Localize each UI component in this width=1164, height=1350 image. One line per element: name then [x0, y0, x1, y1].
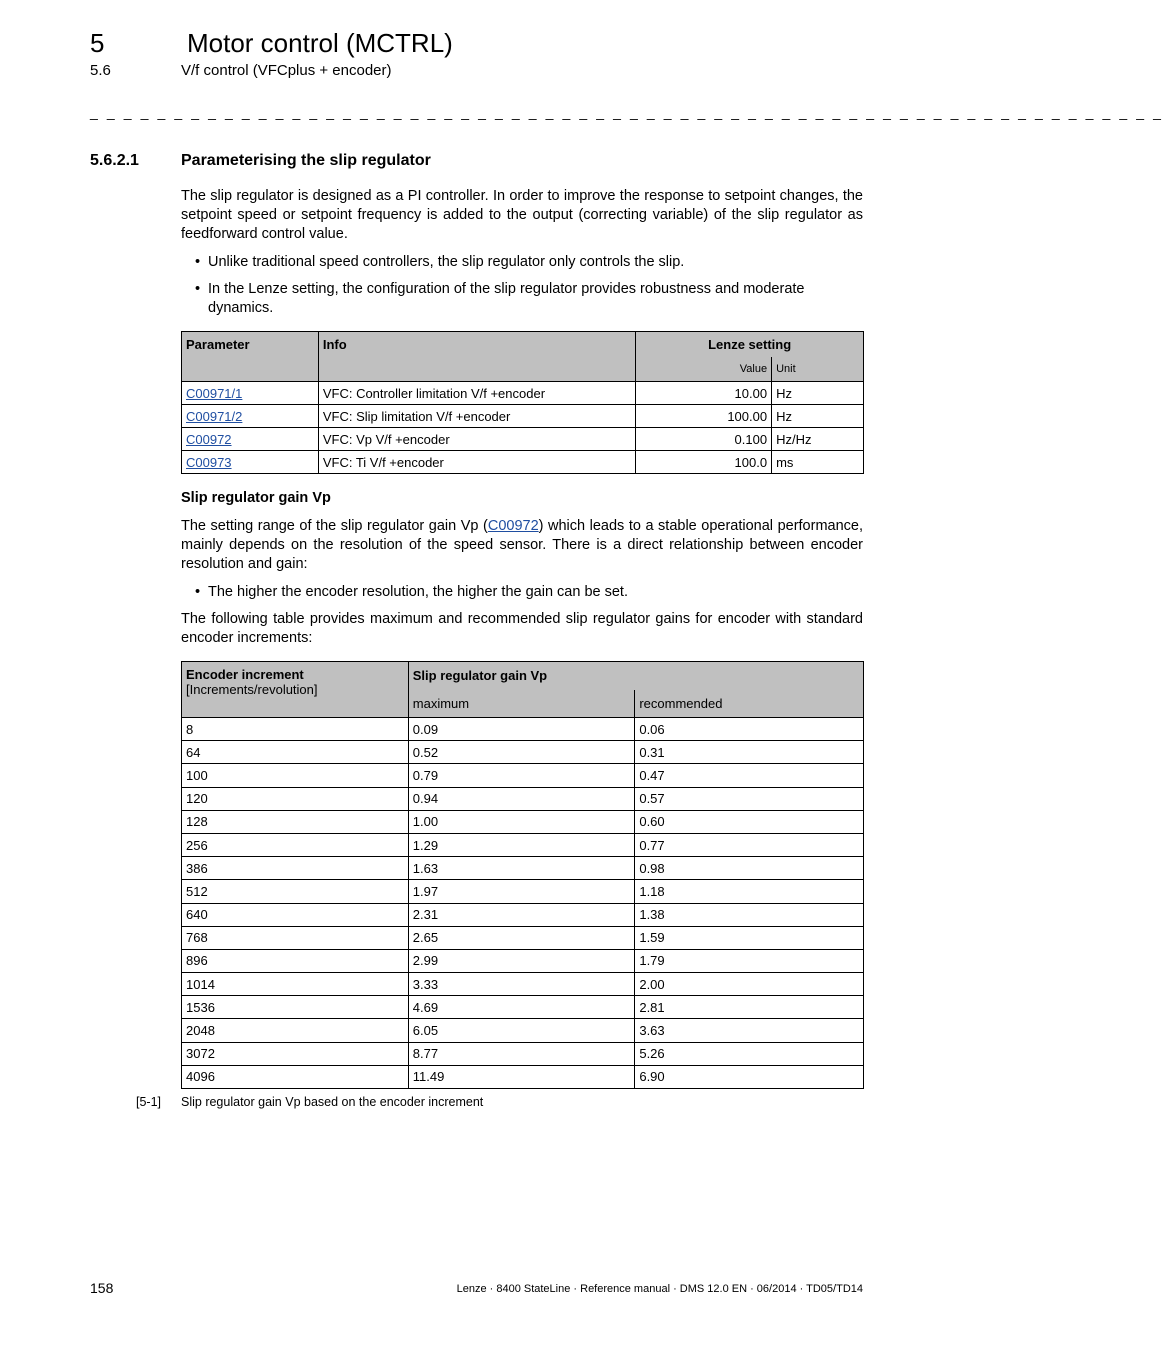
max-gain-cell: 1.63 [408, 857, 635, 880]
gain-table [181, 661, 864, 1089]
chapter-number: 5 [90, 28, 105, 58]
info-cell: VFC: Slip limitation V/f +encoder [318, 405, 635, 428]
info-cell: VFC: Vp V/f +encoder [318, 428, 635, 451]
max-gain-cell: 0.52 [408, 741, 635, 764]
col-header-recommended: recommended [635, 690, 864, 718]
value-cell: 100.00 [636, 405, 772, 428]
increment-cell: 128 [182, 810, 409, 833]
recommended-gain-cell: 1.79 [635, 949, 864, 972]
recommended-gain-cell: 5.26 [635, 1042, 864, 1065]
recommended-gain-cell: 3.63 [635, 1019, 864, 1042]
col-header-parameter: Parameter [182, 332, 319, 382]
value-cell: 10.00 [636, 382, 772, 405]
value-cell: 0.100 [636, 428, 772, 451]
col-header-value: Value [636, 357, 772, 382]
recommended-gain-cell: 2.81 [635, 996, 864, 1019]
increment-cell: 896 [182, 949, 409, 972]
bullet-item: Unlike traditional speed controllers, the slip regulator only controls the slip. [208, 254, 685, 270]
recommended-gain-cell: 0.77 [635, 833, 864, 856]
table-row [182, 451, 864, 474]
col-header-unit: Unit [772, 357, 864, 382]
header-separator: _ _ _ _ _ _ _ _ _ _ _ _ _ _ _ _ _ _ _ _ _ _ _ _ _ _ _ _ _ _ _ _ _ _ _ _ _ _ _ _ _ _ _ _ _ _ _ _ _ _ _ _ _ _ _ _ _ _ _ _ _ _ _ _ [90, 104, 1164, 120]
table-row [182, 718, 864, 741]
table-row [182, 1065, 864, 1088]
max-gain-cell: 2.31 [408, 903, 635, 926]
table-row [182, 741, 864, 764]
subsection-title: Parameterising the slip regulator [181, 152, 431, 169]
recommended-gain-cell: 0.60 [635, 810, 864, 833]
table-intro-paragraph: The following table provides maximum and recommended slip regulator gains for encoder with standard encoder increments: [181, 611, 863, 646]
max-gain-cell: 4.69 [408, 996, 635, 1019]
gain-paragraph-start: The setting range of the slip regulator gain Vp ( [181, 518, 488, 534]
increment-cell: 640 [182, 903, 409, 926]
increment-cell: 64 [182, 741, 409, 764]
subsection-number: 5.6.2.1 [90, 152, 139, 169]
table-row [182, 857, 864, 880]
increment-cell: 100 [182, 764, 409, 787]
gain-heading: Slip regulator gain Vp [181, 490, 331, 506]
parameter-link[interactable]: C00972 [186, 431, 232, 447]
recommended-gain-cell: 0.98 [635, 857, 864, 880]
max-gain-cell: 2.65 [408, 926, 635, 949]
increment-cell: 2048 [182, 1019, 409, 1042]
recommended-gain-cell: 0.31 [635, 741, 864, 764]
info-cell: VFC: Ti V/f +encoder [318, 451, 635, 474]
increment-cell: 4096 [182, 1065, 409, 1088]
recommended-gain-cell: 0.06 [635, 718, 864, 741]
parameter-link[interactable]: C00971/1 [186, 385, 243, 401]
increment-cell: 1014 [182, 973, 409, 996]
col-header-lenze-setting: Lenze setting [636, 332, 864, 357]
section-title: V/f control (VFCplus + encoder) [181, 62, 392, 79]
increment-cell: 256 [182, 833, 409, 856]
max-gain-cell: 8.77 [408, 1042, 635, 1065]
col-header-info: Info [318, 332, 635, 382]
table-row [182, 1042, 864, 1065]
parameter-table [181, 331, 864, 474]
recommended-gain-cell: 0.47 [635, 764, 864, 787]
col-header-increment-title: Encoder increment [186, 667, 304, 682]
increment-cell: 8 [182, 718, 409, 741]
parameter-link[interactable]: C00973 [186, 454, 232, 470]
gain-table-body [182, 718, 864, 1089]
increment-cell: 3072 [182, 1042, 409, 1065]
recommended-gain-cell: 1.18 [635, 880, 864, 903]
recommended-gain-cell: 0.57 [635, 787, 864, 810]
table-row [182, 405, 864, 428]
recommended-gain-cell: 1.59 [635, 926, 864, 949]
max-gain-cell: 0.09 [408, 718, 635, 741]
table-row [182, 787, 864, 810]
table-row [182, 880, 864, 903]
table-row [182, 382, 864, 405]
table-row [182, 903, 864, 926]
bullet-marker: • [195, 281, 201, 297]
bullet-marker: • [195, 254, 201, 270]
col-header-increment [182, 662, 409, 718]
unit-cell: Hz [772, 382, 864, 405]
increment-cell: 386 [182, 857, 409, 880]
bullet-item: The higher the encoder resolution, the higher the gain can be set. [208, 584, 628, 600]
max-gain-cell: 1.97 [408, 880, 635, 903]
max-gain-cell: 0.94 [408, 787, 635, 810]
col-header-gain: Slip regulator gain Vp [408, 662, 863, 690]
caption-number: [5-1] [136, 1095, 162, 1109]
section-number: 5.6 [90, 62, 111, 79]
c00972-link[interactable]: C00972 [487, 518, 539, 534]
max-gain-cell: 1.29 [408, 833, 635, 856]
unit-cell: Hz/Hz [772, 428, 864, 451]
parameter-link[interactable]: C00971/2 [186, 408, 243, 424]
recommended-gain-cell: 6.90 [635, 1065, 864, 1088]
increment-cell: 768 [182, 926, 409, 949]
gain-paragraph [181, 517, 863, 574]
max-gain-cell: 3.33 [408, 973, 635, 996]
col-header-maximum: maximum [408, 690, 635, 718]
recommended-gain-cell: 1.38 [635, 903, 864, 926]
table-row [182, 973, 864, 996]
table-row [182, 1019, 864, 1042]
value-cell: 100.0 [636, 451, 772, 474]
bullet-marker: • [195, 584, 201, 600]
max-gain-cell: 11.49 [408, 1065, 635, 1088]
increment-cell: 120 [182, 787, 409, 810]
table-row [182, 764, 864, 787]
max-gain-cell: 1.00 [408, 810, 635, 833]
max-gain-cell: 2.99 [408, 949, 635, 972]
table-row [182, 996, 864, 1019]
unit-cell: Hz [772, 405, 864, 428]
max-gain-cell: 6.05 [408, 1019, 635, 1042]
table-row [182, 833, 864, 856]
increment-cell: 512 [182, 880, 409, 903]
unit-cell: ms [772, 451, 864, 474]
caption-text: Slip regulator gain Vp based on the encoder increment [181, 1095, 484, 1109]
footer-doc-info: Lenze · 8400 StateLine · Reference manual · DMS 12.0 EN · 06/2014 · TD05/TD14 [456, 1283, 863, 1295]
bullet-item: In the Lenze setting, the configuration of the slip regulator provides robustness and moderate dynamics. [208, 281, 805, 316]
page-number: 158 [90, 1280, 114, 1296]
increment-cell: 1536 [182, 996, 409, 1019]
gain-paragraph-end: ) which leads to a stable operational performance, mainly depends on the resolution of the speed sensor. There is a direct relationship between encoder resolution and gain: [181, 518, 863, 572]
table-row [182, 428, 864, 451]
info-cell: VFC: Controller limitation V/f +encoder [318, 382, 635, 405]
chapter-title: Motor control (MCTRL) [187, 28, 453, 58]
intro-paragraph: The slip regulator is designed as a PI controller. In order to improve the response to setpoint changes, the setpoint speed or setpoint frequency is added to the output (correcting variable) of the slip regulator as feedforward control value. [181, 188, 863, 242]
table-row [182, 810, 864, 833]
table-row [182, 949, 864, 972]
col-header-increment-unit: [Increments/revolution] [186, 682, 318, 697]
table-row [182, 926, 864, 949]
max-gain-cell: 0.79 [408, 764, 635, 787]
recommended-gain-cell: 2.00 [635, 973, 864, 996]
